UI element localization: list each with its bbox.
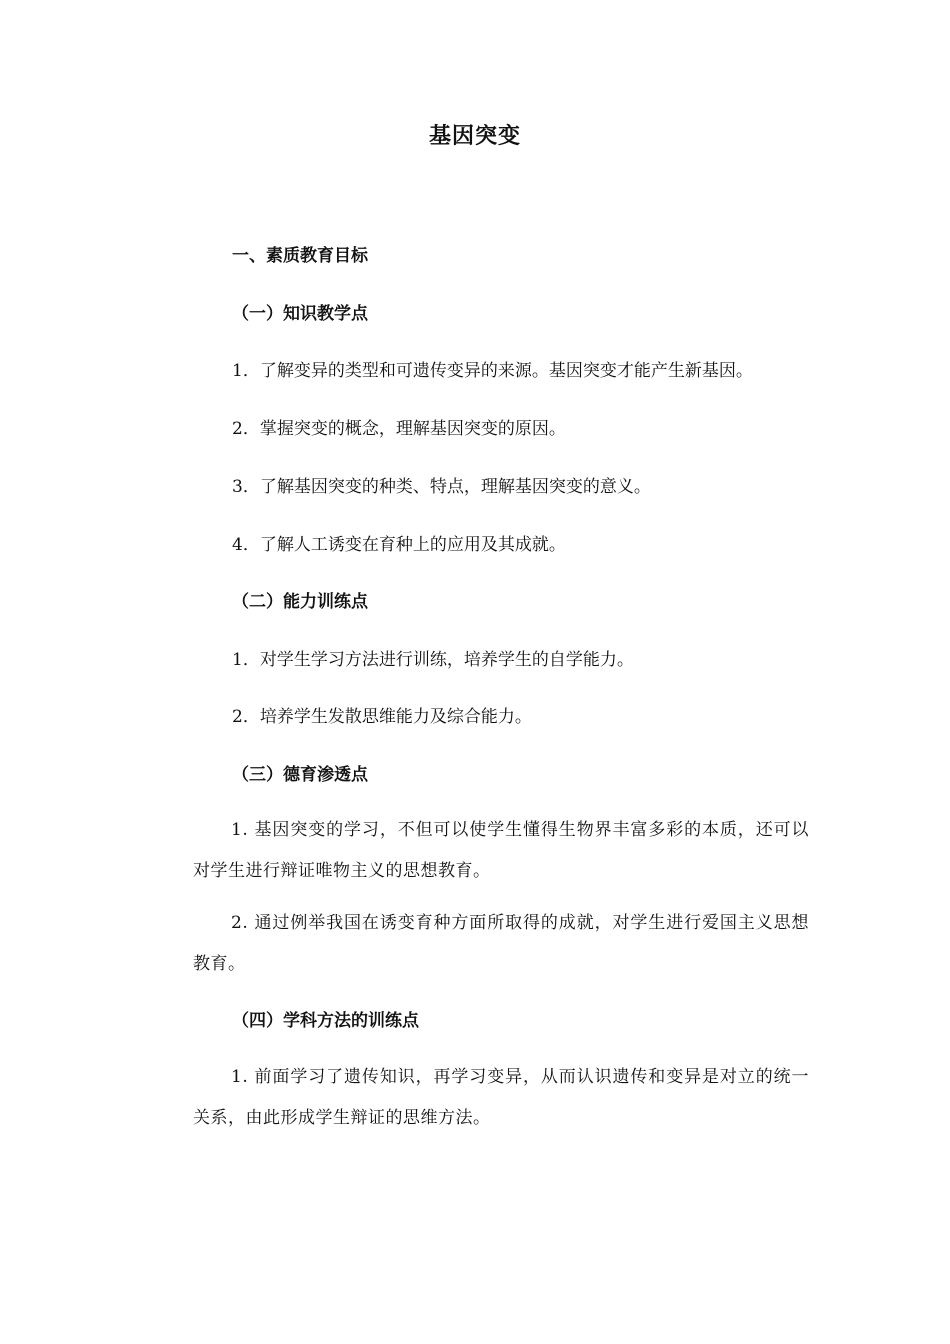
list-item: 1．对学生学习方法进行训练，培养学生的自学能力。 [232, 650, 634, 670]
subsection-heading-method: （四）学科方法的训练点 [232, 1011, 419, 1031]
section-heading: 一、素质教育目标 [232, 246, 368, 266]
list-item: 1．了解变异的类型和可遗传变异的来源。基因突变才能产生新基因。 [232, 361, 753, 381]
paragraph: 1. 基因突变的学习，不但可以使学生懂得生物界丰富多彩的本质，还可以对学生进行辩证唯物主义的思想教育。 [193, 820, 809, 881]
paragraph: 1. 前面学习了遗传知识，再学习变异，从而认识遗传和变异是对立的统一关系，由此形成学生辩证的思维方法。 [193, 1067, 809, 1128]
document-title: 基因突变 [428, 124, 521, 149]
list-item: 2．掌握突变的概念，理解基因突变的原因。 [232, 419, 566, 439]
paragraph: 2. 通过例举我国在诱变育种方面所取得的成就，对学生进行爱国主义思想教育。 [193, 913, 809, 974]
list-item: 4．了解人工诱变在育种上的应用及其成就。 [232, 535, 566, 555]
list-item: 2．培养学生发散思维能力及综合能力。 [232, 707, 532, 727]
subsection-heading-moral: （三）德育渗透点 [232, 765, 368, 785]
subsection-heading-ability: （二）能力训练点 [232, 592, 368, 612]
list-item: 3．了解基因突变的种类、特点，理解基因突变的意义。 [232, 477, 651, 497]
subsection-heading-knowledge: （一）知识教学点 [232, 304, 368, 324]
